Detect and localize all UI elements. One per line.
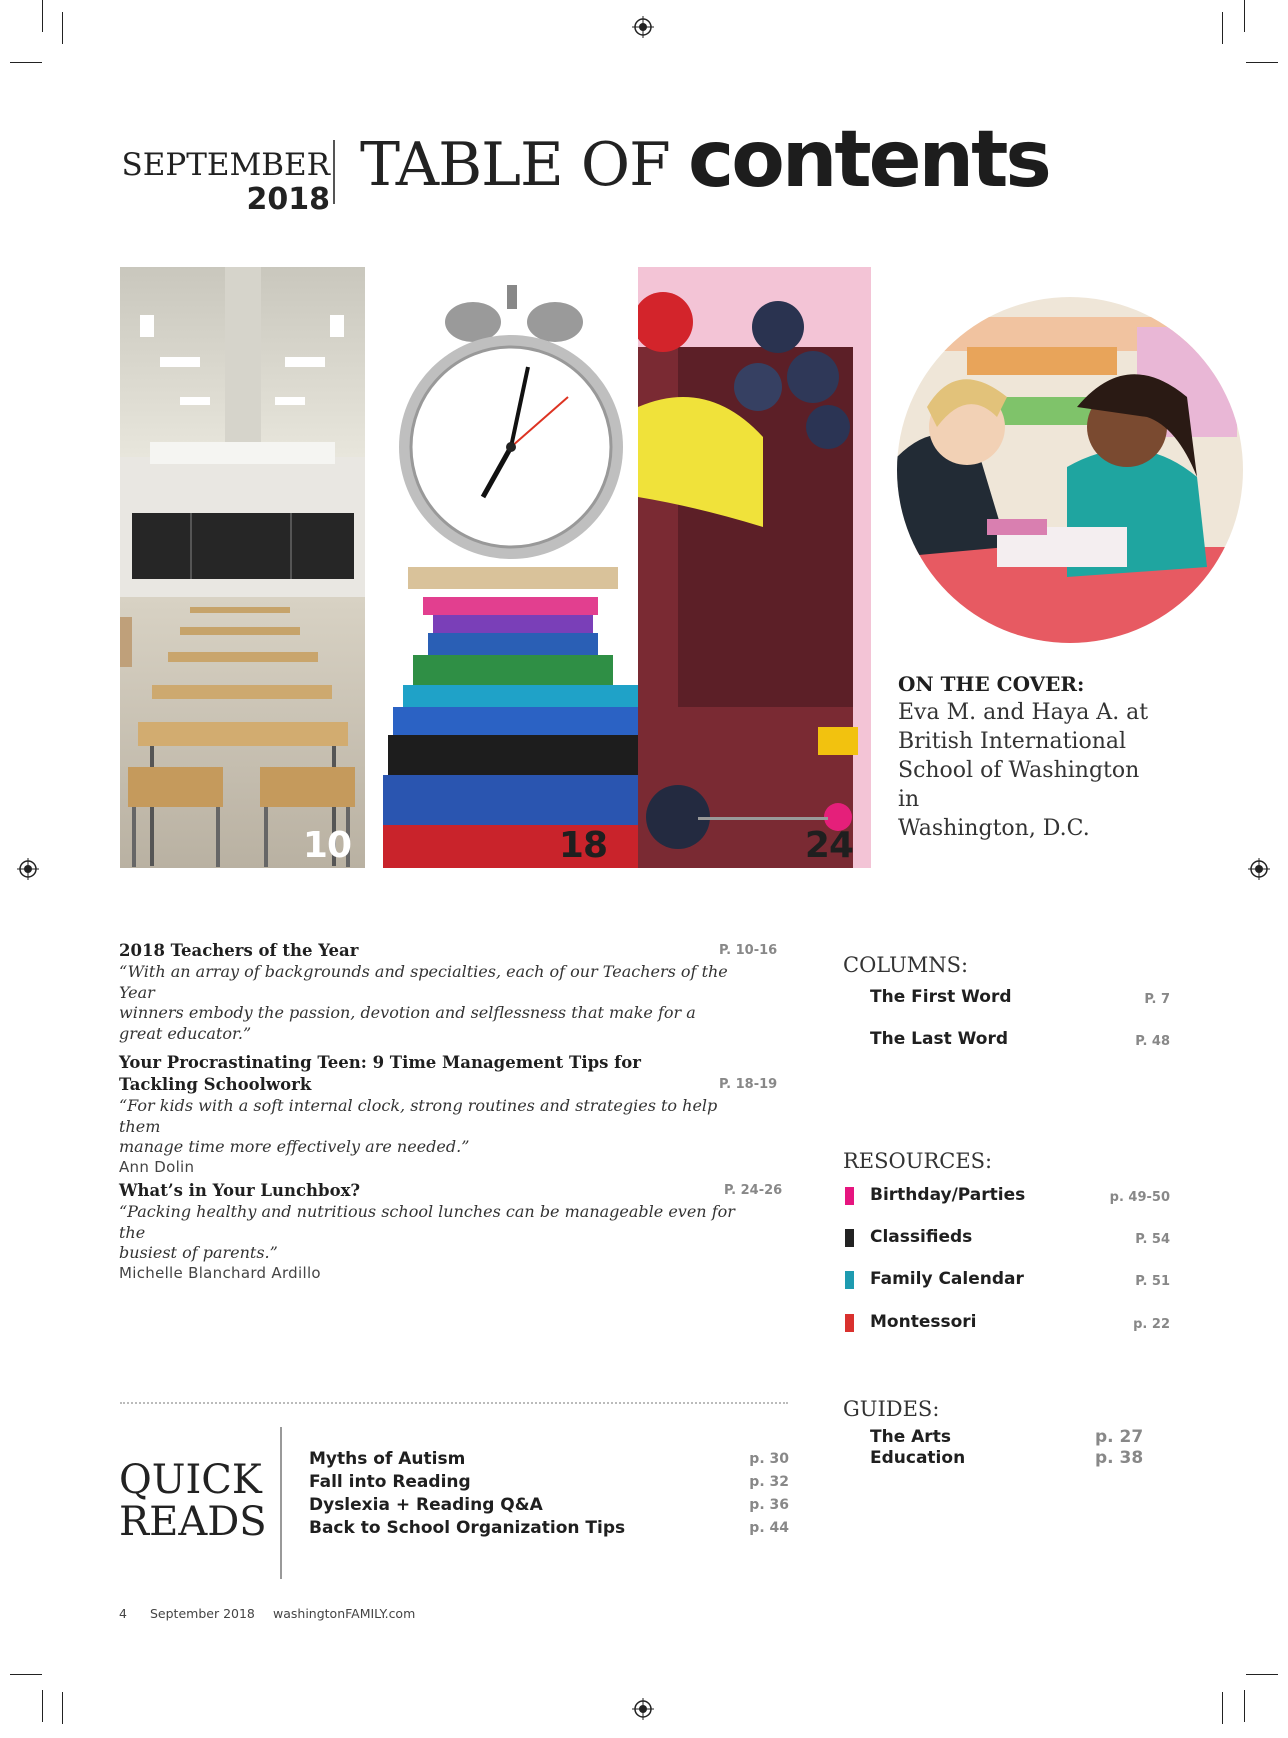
list-item[interactable] — [309, 1517, 789, 1540]
crop-mark — [62, 1692, 63, 1724]
cover-caption-line: British International — [898, 729, 1127, 754]
section-divider — [120, 1402, 788, 1404]
column-item[interactable]: The Last Word — [870, 1029, 1008, 1049]
crop-mark — [1222, 12, 1223, 44]
quick-read-title[interactable]: Fall into Reading — [309, 1472, 471, 1492]
cover-caption — [898, 698, 1158, 843]
article-author: Michelle Blanchard Ardillo — [119, 1263, 321, 1282]
crop-mark — [1222, 1692, 1223, 1724]
description-line: “With an array of backgrounds and specialties, each of our Teachers of the Year — [119, 962, 728, 1002]
cover-photo — [897, 297, 1243, 643]
feature-article[interactable] — [119, 1052, 809, 1176]
column-item[interactable]: The First Word — [870, 987, 1012, 1007]
feature-article[interactable] — [119, 1180, 809, 1282]
quick-reads-heading — [119, 1459, 267, 1543]
article-description — [119, 1096, 739, 1158]
cover-caption-line: School of Washington in — [898, 758, 1140, 812]
resource-item[interactable]: Montessori — [870, 1312, 977, 1332]
description-line: “Packing healthy and nutritious school lunches can be manageable even for the — [119, 1202, 735, 1242]
quick-reads-heading-line: READS — [119, 1499, 267, 1545]
description-line: winners embody the passion, devotion and selflessness that make for a — [119, 1003, 696, 1022]
article-title[interactable]: What’s in Your Lunchbox? — [119, 1181, 361, 1200]
cover-caption-heading: ON THE COVER: — [898, 672, 1085, 696]
classroom-photo — [120, 267, 365, 868]
quick-read-page: p. 44 — [749, 1520, 789, 1536]
article-title[interactable]: Your Procrastinating Teen: 9 Time Management Tips for — [119, 1053, 641, 1072]
quick-reads-list — [309, 1448, 789, 1540]
description-line: busiest of parents.” — [119, 1243, 278, 1262]
crop-mark — [10, 62, 42, 63]
page-title-bold: contents — [688, 115, 1049, 205]
registration-mark-icon — [1248, 858, 1270, 880]
resource-page: P. 51 — [1135, 1274, 1170, 1289]
folio-issue: September 2018 — [150, 1606, 255, 1621]
issue-year: 2018 — [246, 182, 330, 217]
article-title[interactable]: Tackling Schoolwork — [119, 1075, 312, 1094]
crop-mark — [42, 1690, 43, 1722]
crop-mark — [1246, 62, 1278, 63]
clock-photo — [383, 267, 639, 868]
guide-item[interactable]: Education — [870, 1448, 966, 1468]
category-color-swatch — [845, 1229, 854, 1247]
crop-mark — [1244, 0, 1245, 32]
resource-item[interactable]: Birthday/Parties — [870, 1185, 1026, 1205]
column-page: P. 7 — [1144, 992, 1170, 1007]
quick-read-page: p. 30 — [749, 1451, 789, 1467]
resource-page: p. 49-50 — [1109, 1190, 1170, 1205]
article-description — [119, 1202, 739, 1264]
category-color-swatch — [845, 1271, 854, 1289]
guide-item[interactable]: The Arts — [870, 1427, 951, 1447]
feature-article[interactable] — [119, 940, 809, 1044]
photo-page-number: 18 — [558, 825, 607, 866]
resources-heading: RESOURCES: — [843, 1149, 993, 1173]
quick-reads-divider — [280, 1427, 282, 1579]
column-page: P. 48 — [1135, 1034, 1170, 1049]
guide-page: p. 27 — [1095, 1427, 1144, 1447]
article-author: Ann Dolin — [119, 1157, 195, 1176]
cover-caption-line: Eva M. and Haya A. at — [898, 700, 1149, 725]
article-title[interactable]: 2018 Teachers of the Year — [119, 941, 359, 960]
quick-read-page: p. 32 — [749, 1474, 789, 1490]
article-description — [119, 962, 739, 1044]
quick-read-title[interactable]: Dyslexia + Reading Q&A — [309, 1495, 543, 1515]
crop-mark — [1246, 1674, 1278, 1675]
photo-page-number: 24 — [804, 825, 853, 866]
cover-caption-line: Washington, D.C. — [898, 816, 1090, 841]
lunchbox-photo — [638, 267, 871, 868]
article-pages: P. 24-26 — [724, 1183, 783, 1198]
header-divider — [333, 140, 335, 204]
article-pages: P. 10-16 — [719, 943, 778, 958]
registration-mark-icon — [632, 1698, 654, 1720]
photo-page-number: 10 — [302, 825, 351, 866]
description-line: great educator.” — [119, 1023, 252, 1043]
crop-mark — [42, 0, 43, 32]
folio-page-number: 4 — [119, 1606, 127, 1621]
crop-mark — [10, 1674, 42, 1675]
page-title-light: TABLE OF — [360, 130, 670, 200]
resource-page: p. 22 — [1133, 1317, 1170, 1332]
guide-page: p. 38 — [1095, 1448, 1144, 1468]
issue-month: SEPTEMBER — [121, 147, 330, 183]
resource-item[interactable]: Classifieds — [870, 1227, 973, 1247]
guides-heading: GUIDES: — [843, 1397, 940, 1421]
list-item[interactable] — [309, 1448, 789, 1471]
quick-read-title[interactable]: Myths of Autism — [309, 1449, 466, 1469]
crop-mark — [62, 12, 63, 44]
list-item[interactable] — [309, 1494, 789, 1517]
registration-mark-icon — [632, 16, 654, 38]
folio-website[interactable]: washingtonFAMILY.com — [273, 1606, 416, 1621]
category-color-swatch — [845, 1314, 854, 1332]
quick-read-page: p. 36 — [749, 1497, 789, 1513]
resource-item[interactable]: Family Calendar — [870, 1269, 1024, 1289]
description-line: “For kids with a soft internal clock, strong routines and strategies to help them — [119, 1096, 718, 1136]
list-item[interactable] — [309, 1471, 789, 1494]
category-color-swatch — [845, 1187, 854, 1205]
registration-mark-icon — [17, 858, 39, 880]
quick-read-title[interactable]: Back to School Organization Tips — [309, 1518, 626, 1538]
article-pages: P. 18-19 — [719, 1077, 778, 1092]
crop-mark — [1244, 1690, 1245, 1722]
quick-reads-heading-line: QUICK — [119, 1457, 262, 1503]
columns-heading: COLUMNS: — [843, 953, 969, 977]
description-line: manage time more effectively are needed.” — [119, 1137, 470, 1156]
resource-page: P. 54 — [1135, 1232, 1170, 1247]
